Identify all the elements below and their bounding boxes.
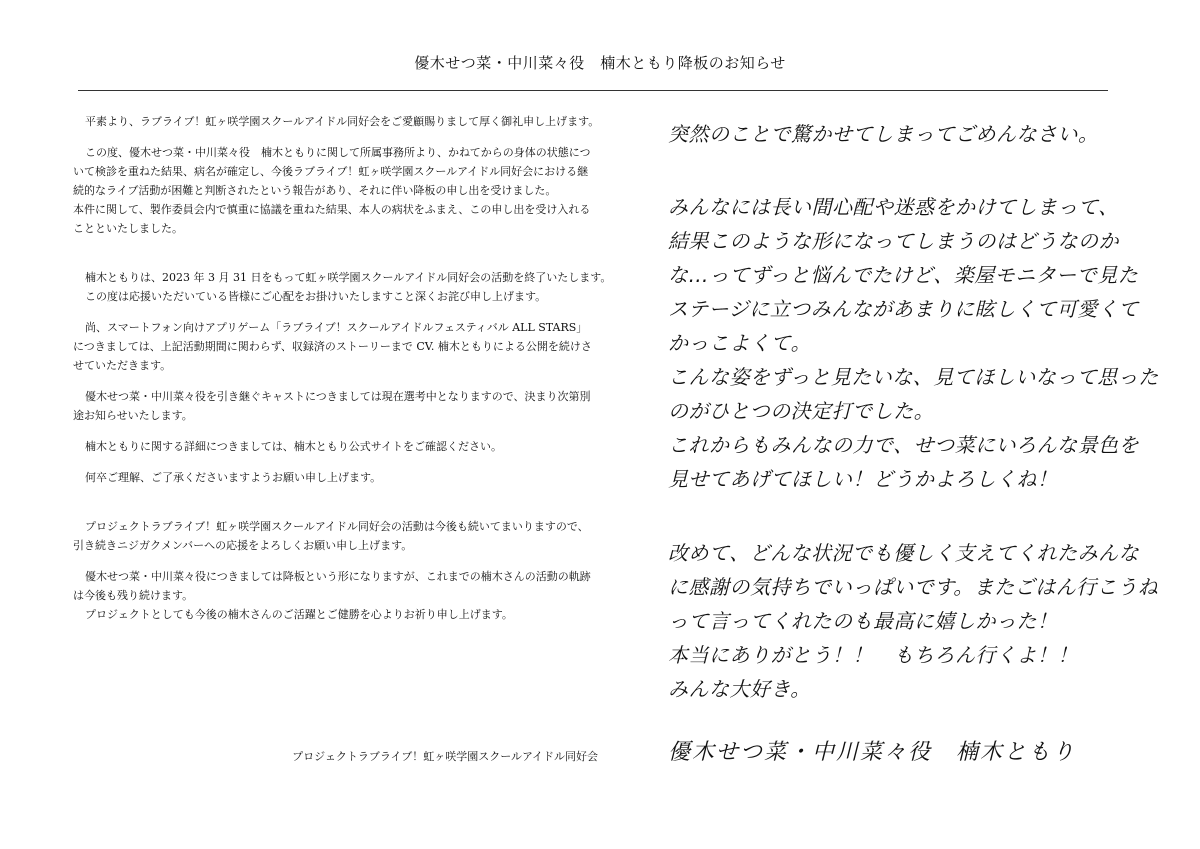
letter-line: これからもみんなの力で、せつ菜にいろんな景色を bbox=[668, 433, 1140, 457]
paragraph-line: 楠木ともりに関する詳細につきましては、楠木ともり公式サイトをご確認ください。 bbox=[85, 440, 503, 453]
letter-line: って言ってくれたのも最高に嬉しかった！ bbox=[668, 609, 1058, 633]
paragraph-line: この度、優木せつ菜・中川菜々役 楠木ともりに関して所属事務所より、かねてからの身体の状態につ bbox=[85, 146, 591, 159]
notice-title: 優木せつ菜・中川菜々役 楠木ともり降板のお知らせ bbox=[414, 54, 786, 72]
letter-line: こんな姿をずっと見たいな、見てほしいなって思った bbox=[668, 365, 1159, 389]
paragraph-line: この度は応援いただいている皆様にご心配をお掛けいたしますこと深くお詫び申し上げます。 bbox=[85, 290, 547, 303]
letter-line: 結果このような形になってしまうのはどうなのか bbox=[668, 229, 1119, 253]
title-divider bbox=[78, 90, 1108, 91]
paragraph-line: 楠木ともりは、2023 年 3 月 31 日をもって虹ヶ咲学園スクールアイドル同好会の活動を終了いたします。 bbox=[85, 271, 612, 284]
paragraph-line: 途お知らせいたします。 bbox=[73, 409, 193, 422]
paragraph-line: いて検診を重ねた結果、病名が確定し、今後ラブライブ！虹ヶ咲学園スクールアイドル同好会における継 bbox=[73, 165, 589, 178]
paragraph-line: 優木せつ菜・中川菜々役を引き継ぐキャストにつきましては現在選考中となりますので、決まり次第別 bbox=[85, 390, 591, 403]
letter-line: 改めて、どんな状況でも優しく支えてくれたみんな bbox=[668, 541, 1140, 565]
paragraph-line: 続的なライブ活動が困難と判断されたという報告があり、それに伴い降板の申し出を受けました。 bbox=[73, 184, 557, 197]
letter-line: 突然のことで驚かせてしまってごめんなさい。 bbox=[668, 122, 1099, 146]
letter-line: みんなには長い間心配や迷惑をかけてしまって、 bbox=[668, 195, 1119, 219]
letter-line: のがひとつの決定打でした。 bbox=[668, 399, 935, 423]
paragraph-line: 引き続きニジガクメンバーへの応援をよろしくお願い申し上げます。 bbox=[73, 539, 413, 552]
letter-line: ステージに立つみんながあまりに眩しくて可愛くて bbox=[668, 297, 1139, 321]
paragraph-line: プロジェクトとしても今後の楠木さんのご活躍とご健勝を心よりお祈り申し上げます。 bbox=[85, 608, 513, 621]
paragraph-line: 優木せつ菜・中川菜々役につきましては降板という形になりますが、これまでの楠木さんの活動の軌跡 bbox=[85, 570, 591, 583]
letter-signature: 優木せつ菜・中川菜々役 楠木ともり bbox=[668, 740, 1077, 765]
official-notice bbox=[73, 112, 613, 624]
letter-line: 本当にありがとう！！ もちろん行くよ！！ bbox=[668, 643, 1078, 667]
paragraph-line: 尚、スマートフォン向けアプリゲーム「ラブライブ！スクールアイドルフェスティバル ALL STARS」 bbox=[85, 321, 588, 334]
paragraph-line: せていただきます。 bbox=[73, 359, 172, 372]
letter-line: かっこよくて。 bbox=[668, 331, 812, 355]
paragraph-line: 何卒ご理解、ご了承くださいますようお願い申し上げます。 bbox=[85, 471, 382, 484]
paragraph-greeting: 平素より、ラブライブ！虹ヶ咲学園スクールアイドル同好会をご愛顧賜りまして厚く御礼申し上げます。 bbox=[85, 115, 600, 128]
paragraph-line: プロジェクトラブライブ！虹ヶ咲学園スクールアイドル同好会の活動は今後も続いてまいりますので、 bbox=[85, 520, 589, 533]
paragraph-line: は今後も残り続けます。 bbox=[73, 589, 194, 602]
paragraph-line: 本件に関して、製作委員会内で慎重に協議を重ねた結果、本人の病状をふまえ、この申し出を受け入れる bbox=[73, 203, 591, 216]
paragraph-line: につきましては、上記活動期間に関わらず、収録済のストーリーまで CV. 楠木ともりによる公開を続けさ bbox=[73, 340, 592, 353]
letter-line: な…ってずっと悩んでたけど、楽屋モニターで見た bbox=[668, 263, 1139, 287]
letter-line: みんな大好き。 bbox=[668, 677, 811, 701]
notice-signature: プロジェクトラブライブ！虹ヶ咲学園スクールアイドル同好会 bbox=[292, 750, 598, 763]
letter-line: 見せてあげてほしい！どうかよろしくね！ bbox=[668, 467, 1058, 491]
paragraph-line: ことといたしました。 bbox=[73, 222, 183, 235]
letter-line: に感謝の気持ちでいっぱいです。またごはん行こうね bbox=[668, 575, 1159, 599]
